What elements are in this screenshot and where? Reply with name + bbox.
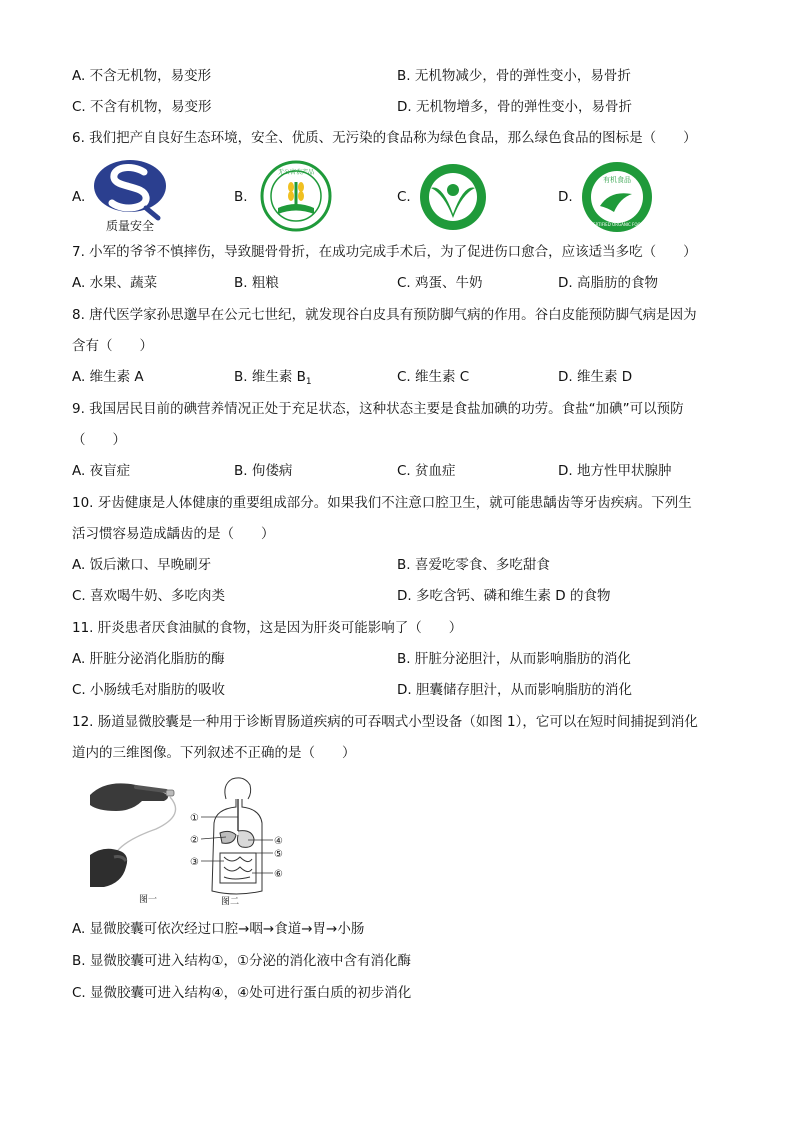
q10-stem-line1: 10. 牙齿健康是人体健康的重要组成部分。如果我们不注意口腔卫生，就可能患龋齿等牙齿疾病。下列生	[72, 495, 692, 511]
pollution-free-logo	[260, 160, 332, 232]
q10-option-d: D. 多吃含钙、磷和维生素 D 的食物	[397, 588, 611, 604]
q11-option-d: D. 胆囊储存胆汁，从而影响脂肪的消化	[397, 682, 632, 698]
q12-option-b: B. 显微胶囊可进入结构①，①分泌的消化液中含有消化酶	[72, 953, 412, 969]
q8-stem-line2: 含有（ ）	[72, 338, 153, 354]
q7-option-c: C. 鸡蛋、牛奶	[397, 275, 483, 291]
logo-d-text: 有机食品	[603, 176, 631, 184]
q11-option-c: C. 小肠绒毛对脂肪的吸收	[72, 682, 226, 698]
logo-b-text: 无公害农产品	[277, 169, 315, 176]
figure-2-digestive-diagram	[186, 773, 290, 907]
marker-3: ③	[190, 857, 199, 868]
q5-option-a: A. 不含无机物，易变形	[72, 68, 212, 84]
q5-option-d: D. 无机物增多，骨的弹性变小，易骨折	[397, 99, 632, 115]
q12-stem-line1: 12. 肠道显微胶囊是一种用于诊断胃肠道疾病的可吞咽式小型设备（如图 1），它可以在短时间捕捉到消化	[72, 714, 698, 730]
logo-d-ring-text: CERTIFIED ORGANIC FOOD	[590, 222, 644, 227]
q5-option-c: C. 不含有机物，易变形	[72, 99, 212, 115]
q8-option-c: C. 维生素 C	[397, 369, 470, 385]
q10-stem-line2: 活习惯容易造成龋齿的是（ ）	[72, 526, 275, 542]
q9-option-d: D. 地方性甲状腺肿	[558, 463, 672, 479]
q10-option-a: A. 饭后漱口、早晚刷牙	[72, 557, 212, 573]
q10-option-c: C. 喜欢喝牛奶、多吃肉类	[72, 588, 226, 604]
q7-option-b: B. 粗粮	[234, 275, 279, 291]
figure-1-caption: 图一	[138, 895, 158, 905]
organic-food-logo	[580, 160, 654, 234]
q8-option-d: D. 维生素 D	[558, 369, 633, 385]
quality-safety-logo	[88, 158, 172, 234]
logo-a-text: 质量安全	[105, 219, 155, 233]
q9-stem-line2: （ ）	[72, 432, 126, 448]
q11-stem: 11. 肝炎患者厌食油腻的食物，这是因为肝炎可能影响了（ ）	[72, 620, 463, 636]
q6-stem: 6. 我们把产自良好生态环境，安全、优质、无污染的食品称为绿色食品，那么绿色食品的图标是（ ）	[72, 130, 697, 146]
q7-option-d: D. 高脂肪的食物	[558, 275, 658, 291]
q6-label-d: D.	[558, 189, 573, 205]
q12-stem-line2: 道内的三维图像。下列叙述不正确的是（ ）	[72, 745, 356, 761]
q6-label-a: A.	[72, 189, 86, 205]
q8-stem-line1: 8. 唐代医学家孙思邈早在公元七世纪，就发现谷白皮具有预防脚气病的作用。谷白皮能预防脚气病是因为	[72, 307, 697, 323]
q10-option-b: B. 喜爱吃零食、多吃甜食	[397, 557, 550, 573]
q5-option-b: B. 无机物减少，骨的弹性变小，易骨折	[397, 68, 631, 84]
q9-option-b: B. 佝偻病	[234, 463, 293, 479]
q12-option-c: C. 显微胶囊可进入结构④，④处可进行蛋白质的初步消化	[72, 985, 412, 1001]
figure-1-capsule-photo	[86, 775, 192, 905]
q6-label-b: B.	[234, 189, 248, 205]
marker-1: ①	[190, 813, 199, 824]
q6-label-c: C.	[397, 189, 411, 205]
q12-option-a: A. 显微胶囊可依次经过口腔→咽→食道→胃→小肠	[72, 921, 365, 937]
marker-5: ⑤	[274, 849, 283, 860]
q9-stem-line1: 9. 我国居民目前的碘营养情况正处于充足状态，这种状态主要是食盐加碘的功劳。食盐“加碘”可以预防	[72, 401, 684, 417]
q11-option-a: A. 肝脏分泌消化脂肪的酶	[72, 651, 225, 667]
marker-4: ④	[274, 836, 283, 847]
q8-option-b-subscript: 1	[305, 377, 312, 387]
q9-option-c: C. 贫血症	[397, 463, 456, 479]
figure-2-caption: 图二	[220, 897, 240, 907]
q8-option-b-text: B. 维生素 B	[234, 369, 306, 385]
q11-option-b: B. 肝脏分泌胆汁，从而影响脂肪的消化	[397, 651, 631, 667]
q9-option-a: A. 夜盲症	[72, 463, 131, 479]
green-food-logo	[418, 162, 488, 232]
marker-6: ⑥	[274, 869, 283, 880]
q7-option-a: A. 水果、蔬菜	[72, 275, 158, 291]
marker-2: ②	[190, 835, 199, 846]
q7-stem: 7. 小军的爷爷不慎摔伤，导致腿骨骨折，在成功完成手术后，为了促进伤口愈合，应该适当多吃（ ）	[72, 244, 697, 260]
q8-option-a: A. 维生素 A	[72, 369, 144, 385]
q8-option-b	[234, 367, 312, 392]
